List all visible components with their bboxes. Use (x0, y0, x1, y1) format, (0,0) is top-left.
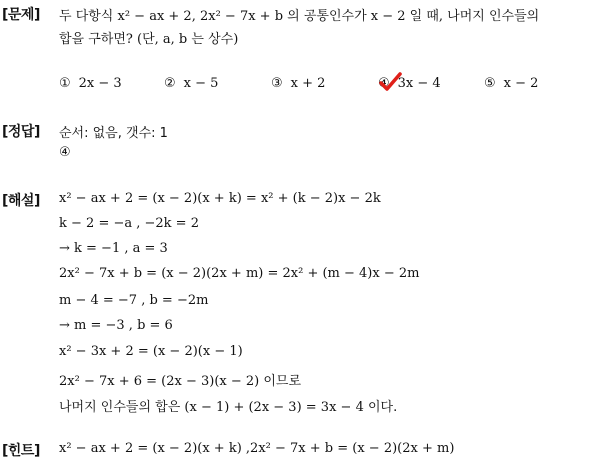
solution-line-7: x² − 3x + 2 = (x − 2)(x − 1) (59, 344, 243, 359)
choice-3-text: x + 2 (290, 76, 326, 91)
solution-line-2: k − 2 = −a , −2k = 2 (59, 216, 199, 231)
solution-line-1: x² − ax + 2 = (x − 2)(x + k) = x² + (k − 2)x − 2k (59, 191, 381, 206)
solution-line-5: m − 4 = −7 , b = −2m (59, 293, 209, 308)
solution-line-6: → m = −3 , b = 6 (59, 318, 173, 333)
choice-1-number: ① (59, 76, 71, 91)
answer-label: [정답] (2, 124, 40, 140)
hint-text: x² − ax + 2 = (x − 2)(x + k) ,2x² − 7x + b = (x − 2)(2x + m) (59, 441, 455, 456)
choice-2[interactable] (164, 76, 218, 91)
checkmark-icon (378, 72, 402, 92)
answer-value: ④ (59, 145, 71, 160)
solution-label: [해설] (2, 193, 40, 209)
solution-line-8: 2x² − 7x + 6 = (2x − 3)(x − 2) 이므로 (59, 374, 302, 389)
solution-line-4: 2x² − 7x + b = (x − 2)(2x + m) = 2x² + (m − 4)x − 2m (59, 266, 420, 281)
choice-5-text: x − 2 (503, 76, 539, 91)
choice-3-number: ③ (271, 76, 283, 91)
choice-1-text: 2x − 3 (78, 76, 122, 91)
problem-text-line-1: 두 다항식 x² − ax + 2, 2x² − 7x + b 의 공통인수가 x − 2 일 때, 나머지 인수들의 (59, 9, 540, 24)
hint-label: [힌트] (2, 443, 40, 459)
solution-line-9: 나머지 인수들의 합은 (x − 1) + (2x − 3) = 3x − 4 이다. (59, 400, 398, 415)
choice-2-text: x − 5 (183, 76, 219, 91)
solution-line-3: → k = −1 , a = 3 (59, 241, 168, 256)
choice-3[interactable] (271, 76, 325, 91)
answer-order-count: 순서: 없음, 갯수: 1 (59, 126, 168, 141)
choice-5[interactable] (484, 76, 538, 91)
choice-4-text: 3x − 4 (397, 76, 441, 91)
choice-1[interactable] (59, 76, 122, 91)
choice-2-number: ② (164, 76, 176, 91)
choice-5-number: ⑤ (484, 76, 496, 91)
problem-label: [문제] (2, 7, 40, 23)
choice-4-number: ④ (378, 76, 390, 91)
problem-text-line-2: 합을 구하면? (단, a, b 는 상수) (59, 32, 239, 47)
